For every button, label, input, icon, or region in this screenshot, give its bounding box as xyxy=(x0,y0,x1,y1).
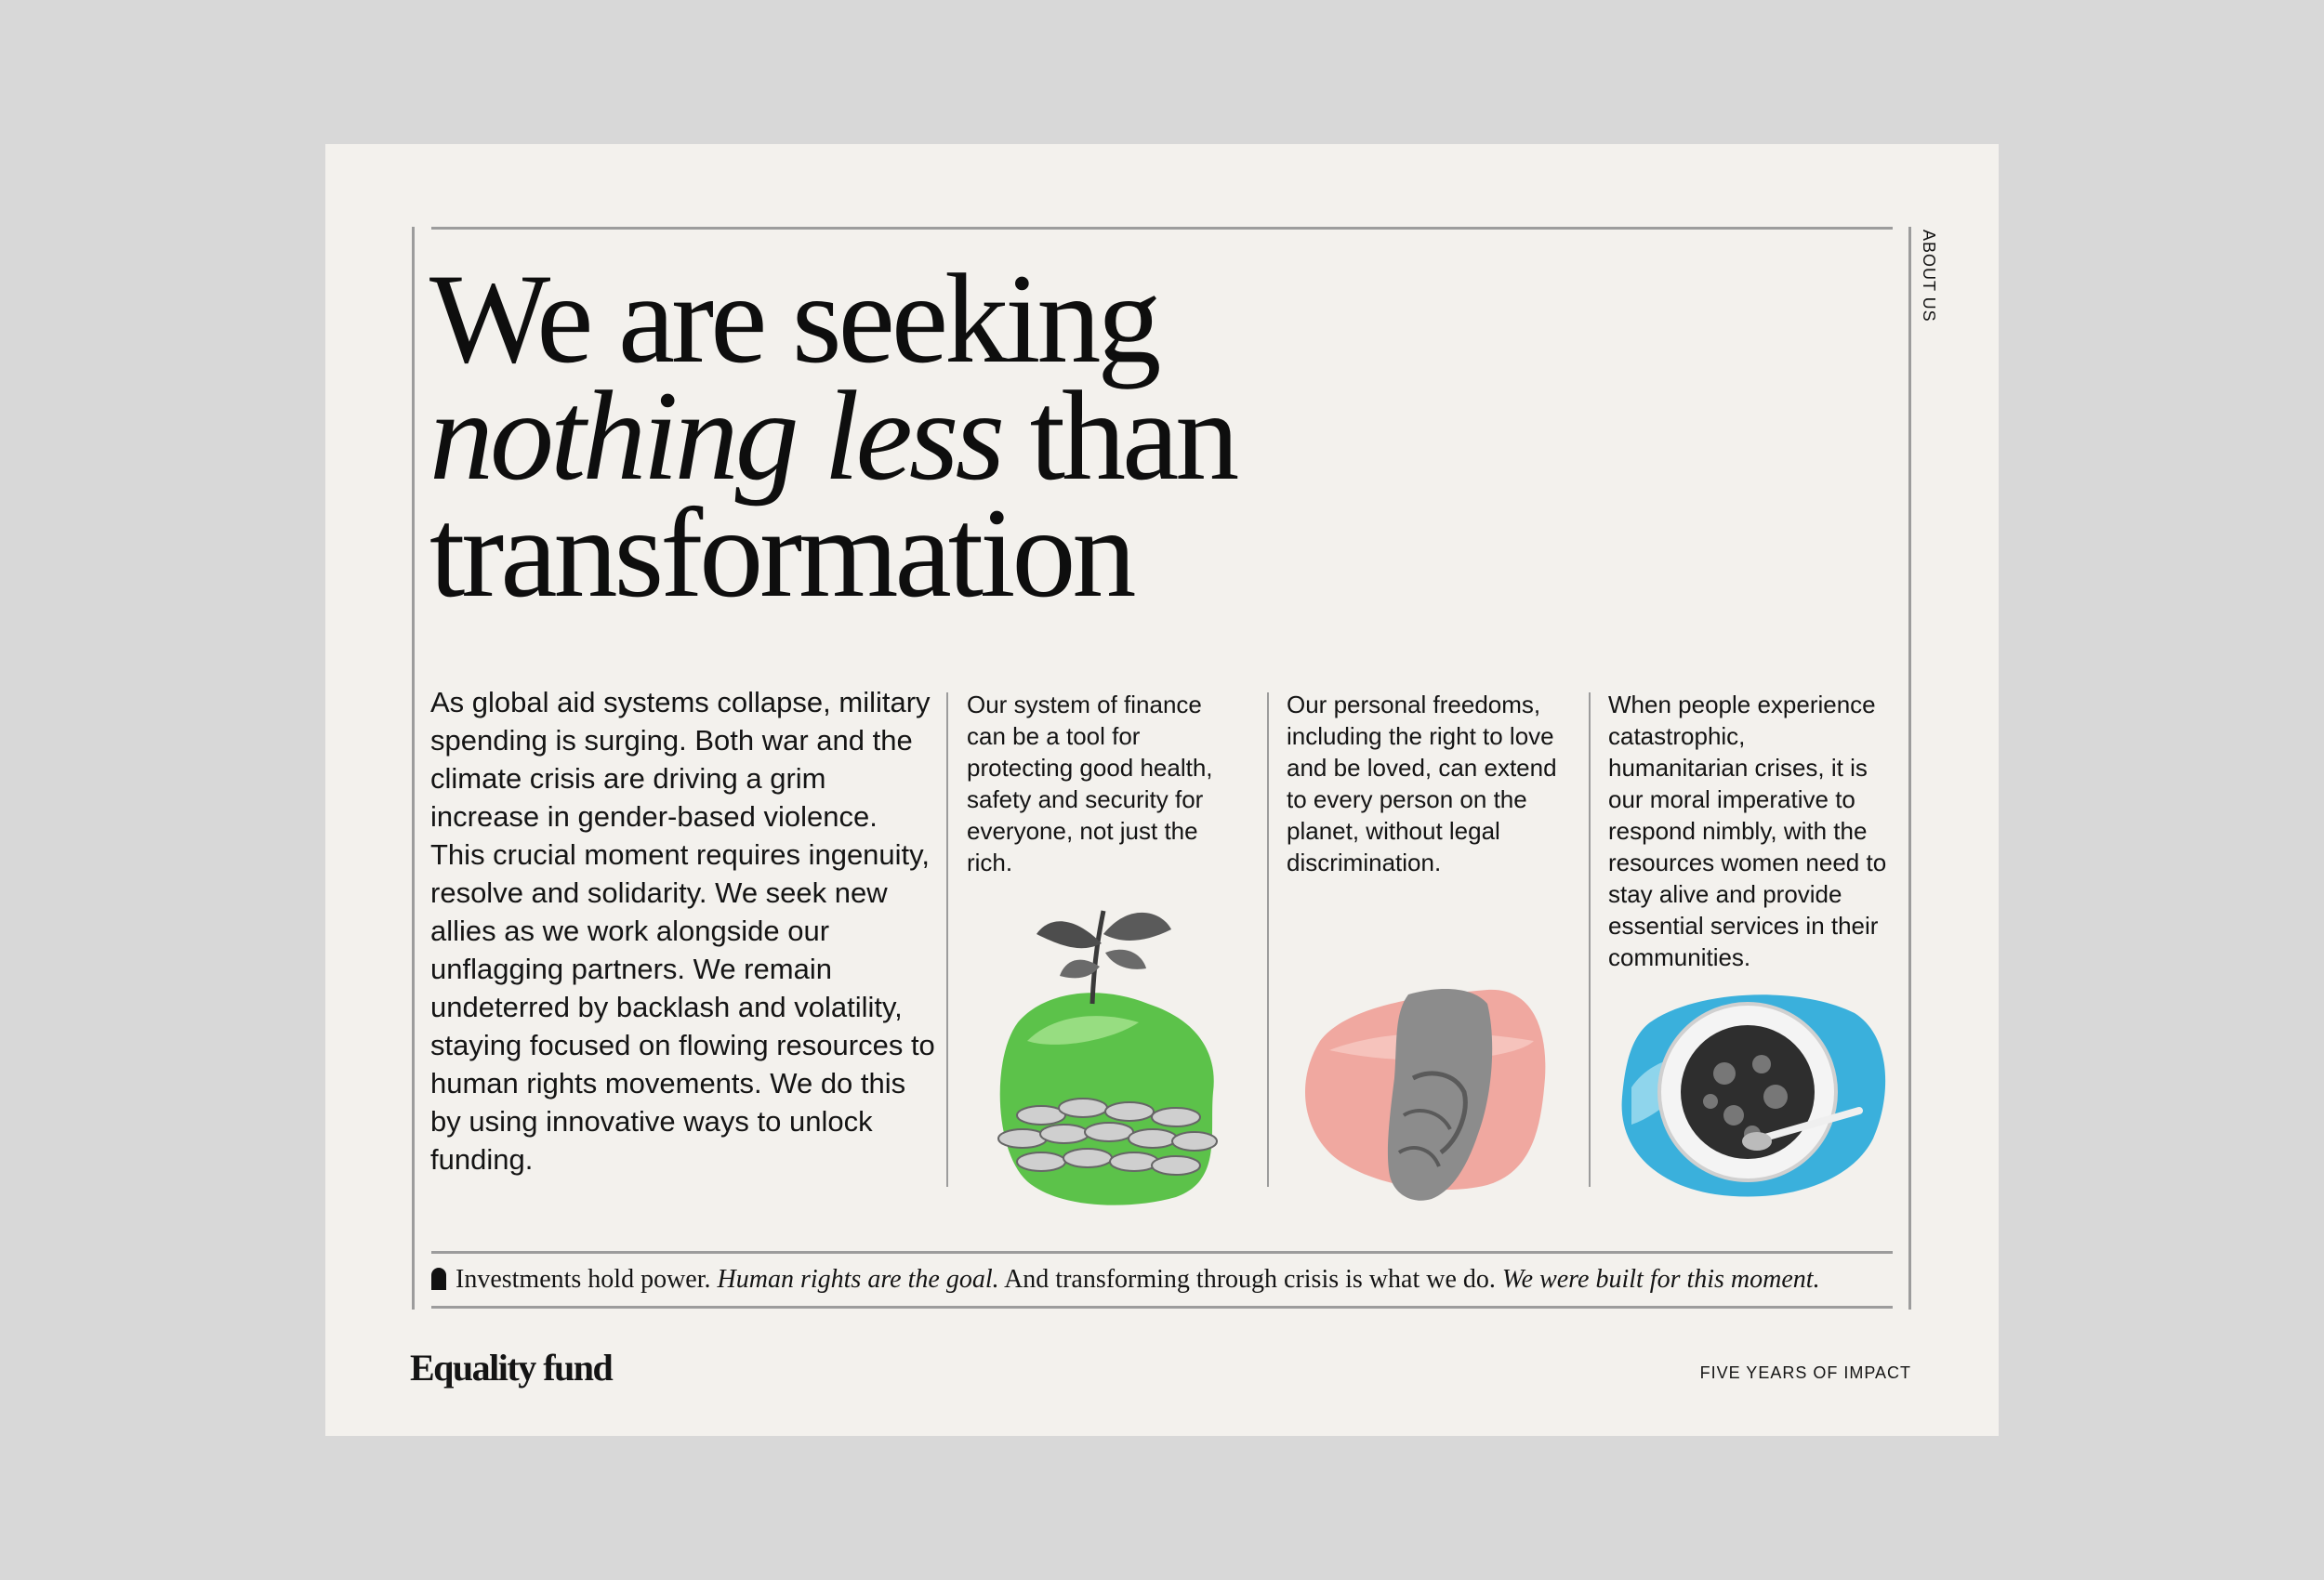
tagline xyxy=(431,1261,1909,1298)
food-bowl-icon xyxy=(1613,985,1892,1204)
headline-line-2: than xyxy=(1001,364,1236,507)
tagline-bottom-rule xyxy=(431,1306,1893,1309)
page-headline xyxy=(429,247,1545,624)
tagline-top-rule xyxy=(431,1251,1893,1254)
frame-top-rule xyxy=(431,227,1893,230)
tagline-part-2: Human rights are the goal. xyxy=(717,1265,999,1294)
holding-hands-icon xyxy=(1301,976,1552,1208)
intro-paragraph: As global aid systems collapse, military spending is surging. Both war and the climate crisis are driving a grim increase in gender-based violence. This crucial moment requires ingenuity, resolve and solidarity. We seek new allies as we work alongside our unflagging partners. We remain undeterred by backlash and volatility, staying focused on flowing resources to human rights movements. We do this by using innovative ways to unlock funding. xyxy=(430,686,935,1176)
report-page xyxy=(325,144,1999,1436)
column-divider xyxy=(1589,692,1591,1187)
column-divider xyxy=(946,692,948,1187)
frame-left-rule xyxy=(412,227,415,1310)
headline-emphasis: nothing less xyxy=(429,364,1002,507)
tagline-part-1: Investments hold power. xyxy=(456,1265,718,1294)
tagline-part-4: We were built for this moment. xyxy=(1501,1265,1820,1294)
brand-logo: Equality fund xyxy=(410,1347,613,1389)
column-freedoms-text: Our personal freedoms, including the right to love and be loved, can extend to every person on the planet, without legal discrimination. xyxy=(1287,691,1557,876)
tagline-part-3: And transforming through crisis is what we do. xyxy=(998,1265,1502,1294)
footer-caption: FIVE YEARS OF IMPACT xyxy=(1699,1363,1911,1382)
column-divider xyxy=(1267,692,1269,1187)
section-label: ABOUT US xyxy=(1920,230,1938,323)
plant-coins-icon xyxy=(990,902,1232,1208)
headline-line-3: transformation xyxy=(429,481,1133,624)
column-finance-text: Our system of finance can be a tool for protecting good health, safety and security for everyone, not just the rich. xyxy=(967,691,1213,876)
headline-line-1: We are seeking xyxy=(429,247,1158,389)
column-crises-text: When people experience catastrophic, humanitarian crises, it is our moral imperative to respond nimbly, with the resources women need to stay alive and provide essential services in their communities. xyxy=(1608,691,1887,971)
frame-right-rule xyxy=(1908,227,1911,1310)
tagline-mark-icon xyxy=(431,1268,446,1290)
